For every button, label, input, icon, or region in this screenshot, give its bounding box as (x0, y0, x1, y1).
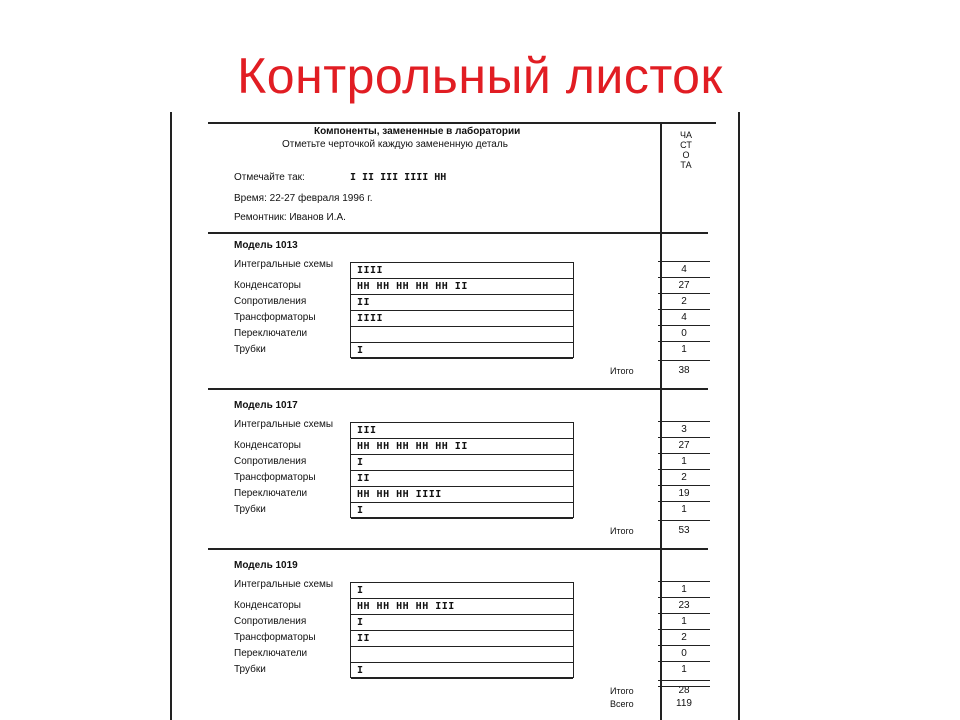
slide-title: Контрольный листок (237, 48, 723, 104)
count-rule (658, 293, 710, 294)
count-rule (658, 581, 710, 582)
frequency-count: 1 (681, 616, 687, 627)
subtotal-value: 28 (678, 685, 690, 696)
tally-marks: I (357, 457, 364, 468)
frequency-count: 19 (678, 488, 690, 499)
grand-total-label: Всего (610, 699, 634, 709)
tally-table (350, 422, 574, 518)
category-label: Трансформаторы (234, 312, 316, 323)
top-rule (208, 122, 716, 124)
count-rule (658, 520, 710, 521)
category-label: Сопротивления (234, 296, 307, 307)
frequency-count: 1 (681, 344, 687, 355)
count-rule (658, 360, 710, 361)
count-rule (658, 597, 710, 598)
frequency-count: 2 (681, 472, 687, 483)
frequency-count: 3 (681, 424, 687, 435)
sheet-instruction: Отметьте черточкой каждую замененную деталь (282, 139, 508, 150)
subtotal-value: 53 (678, 525, 690, 536)
tally-marks: HH HH HH HH HH II (357, 281, 468, 292)
table-row (351, 615, 573, 631)
category-label: Трубки (234, 504, 266, 515)
mark-example: I II III IIII HH (350, 172, 447, 183)
frequency-header: ЧАСТОТА (680, 130, 693, 170)
check-sheet (170, 112, 740, 720)
count-rule (658, 261, 710, 262)
tally-table (350, 582, 574, 678)
tally-marks: HH HH HH IIII (357, 489, 442, 500)
category-label: Трансформаторы (234, 472, 316, 483)
grand-total-value: 119 (676, 698, 692, 709)
table-row (351, 487, 573, 503)
table-row (351, 647, 573, 663)
model-name: Модель 1017 (234, 400, 298, 411)
frequency-count: 27 (678, 280, 690, 291)
category-label: Сопротивления (234, 616, 307, 627)
category-label: Трубки (234, 344, 266, 355)
table-row (351, 471, 573, 487)
tally-marks: I (357, 345, 364, 356)
subtotal-label: Итого (610, 366, 634, 376)
category-label: Трансформаторы (234, 632, 316, 643)
count-rule (658, 309, 710, 310)
count-rule (658, 277, 710, 278)
tally-marks: IIII (357, 313, 384, 324)
table-row (351, 631, 573, 647)
category-label: Конденсаторы (234, 280, 301, 291)
header-separator (208, 232, 708, 234)
model-name: Модель 1019 (234, 560, 298, 571)
count-rule (658, 629, 710, 630)
table-row (351, 343, 573, 359)
tally-marks: I (357, 585, 364, 596)
category-label: Переключатели (234, 488, 308, 499)
subtotal-label: Итого (610, 526, 634, 536)
count-rule (658, 421, 710, 422)
count-rule (658, 645, 710, 646)
count-rule (658, 485, 710, 486)
model-separator (208, 388, 708, 390)
period-text: Время: 22-27 февраля 1996 г. (234, 193, 373, 204)
count-rule (658, 501, 710, 502)
frequency-count: 1 (681, 456, 687, 467)
grand-total-line (658, 686, 710, 687)
category-label: Интегральные схемы (234, 419, 334, 430)
model-name: Модель 1013 (234, 240, 298, 251)
tally-marks: II (357, 473, 371, 484)
table-row (351, 503, 573, 519)
frequency-count: 27 (678, 440, 690, 451)
table-row (351, 279, 573, 295)
tally-marks: III (357, 425, 377, 436)
table-row (351, 263, 573, 279)
model-separator (208, 548, 708, 550)
frequency-count: 4 (681, 312, 687, 323)
tally-marks: I (357, 505, 364, 516)
table-row (351, 599, 573, 615)
tally-marks: II (357, 633, 371, 644)
frequency-count: 2 (681, 296, 687, 307)
tally-marks: HH HH HH HH HH II (357, 441, 468, 452)
frequency-count: 0 (681, 648, 687, 659)
count-rule (658, 469, 710, 470)
category-label: Трубки (234, 664, 266, 675)
tally-marks: IIII (357, 265, 384, 276)
table-row (351, 311, 573, 327)
frequency-count: 1 (681, 664, 687, 675)
category-label: Конденсаторы (234, 600, 301, 611)
table-row (351, 455, 573, 471)
count-rule (658, 325, 710, 326)
tally-marks: II (357, 297, 371, 308)
mark-label: Отмечайте так: (234, 172, 305, 183)
table-row (351, 663, 573, 679)
table-row (351, 423, 573, 439)
count-rule (658, 613, 710, 614)
table-row (351, 439, 573, 455)
count-rule (658, 453, 710, 454)
table-row (351, 583, 573, 599)
frequency-count: 0 (681, 328, 687, 339)
category-label: Интегральные схемы (234, 259, 334, 270)
category-label: Переключатели (234, 648, 308, 659)
frequency-count: 23 (678, 600, 690, 611)
subtotal-value: 38 (678, 365, 690, 376)
frequency-count: 1 (681, 504, 687, 515)
count-rule (658, 661, 710, 662)
sheet-heading: Компоненты, замененные в лаборатории (314, 126, 521, 137)
subtotal-label: Итого (610, 686, 634, 696)
frequency-count: 2 (681, 632, 687, 643)
tally-marks: HH HH HH HH III (357, 601, 455, 612)
tally-table (350, 262, 574, 358)
frequency-count: 1 (681, 584, 687, 595)
category-label: Переключатели (234, 328, 308, 339)
category-label: Конденсаторы (234, 440, 301, 451)
category-label: Интегральные схемы (234, 579, 334, 590)
category-label: Сопротивления (234, 456, 307, 467)
tally-marks: I (357, 665, 364, 676)
count-rule (658, 680, 710, 681)
frequency-count: 4 (681, 264, 687, 275)
count-rule (658, 437, 710, 438)
table-row (351, 295, 573, 311)
count-rule (658, 341, 710, 342)
table-row (351, 327, 573, 343)
repairman-text: Ремонтник: Иванов И.А. (234, 212, 346, 223)
tally-marks: I (357, 617, 364, 628)
